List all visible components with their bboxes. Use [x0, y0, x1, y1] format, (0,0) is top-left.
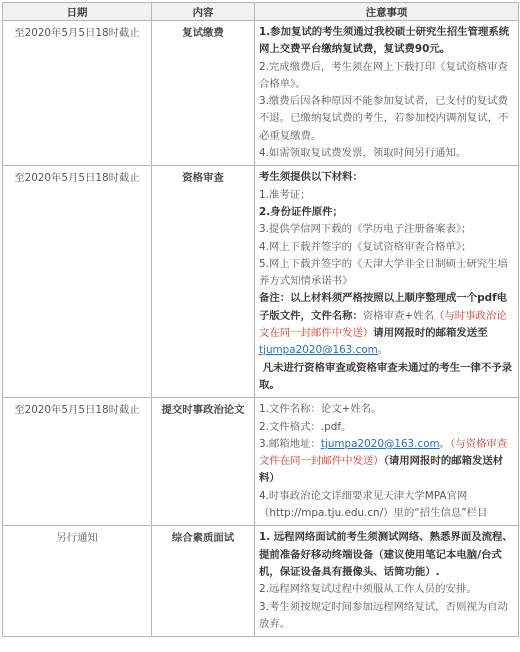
header-notes: 注意事项: [255, 3, 519, 21]
materials-remark: 备注：以上材料须严格按照以上顺序整理成一个pdf电子版文件，文件名称：资格审查+姓名（与时事政治论文在同一封邮件中发送）请用网报时的邮箱发送至tjumpa2020@163.com。: [259, 292, 507, 357]
notes-paragraph: 2.完成缴费后，考生须在网上下载打印《复试资格审查合格单》。: [259, 60, 508, 90]
row-notes: [255, 398, 519, 526]
materials-intro: 考生须提供以下材料：: [259, 171, 363, 184]
row-date: 至2020年5月5日18时截止: [3, 21, 152, 166]
row-date: 至2020年5月5日18时截止: [3, 398, 152, 526]
table-row: [3, 398, 519, 526]
notes-paragraph: 3.邮箱地址：tjumpa2020@163.com。（与资格审查文件在同一封邮件中发送）（请用网报时的邮箱发送材料）: [259, 437, 508, 485]
notes-paragraph: 2.远程网络复试过程中须服从工作人员的安排。: [259, 583, 477, 596]
notes-paragraph: 3.缴费后因各种原因不能参加复试者，已支付的复试费不退。已缴纳复试费的考生，若参加校内调剂复试，不必重复缴费。: [259, 95, 509, 142]
notes-paragraph: 4.时事政治论文详细要求见天津大学MPA官网（http://mpa.tju.edu.cn/）里的“招生信息”栏目: [259, 489, 488, 520]
notes-paragraph: 3.考生须按规定时间参加远程网络复试，否则视为自动放弃。: [259, 600, 508, 630]
table-row: [3, 21, 519, 166]
materials-item: 2.身份证件原件；: [259, 205, 343, 218]
header-content: 内容: [152, 3, 255, 21]
row-date: 另行通知: [3, 526, 152, 637]
materials-item: 4.网上下载并签字的《复试资格审查合格单》；: [259, 240, 472, 253]
email-link[interactable]: tjumpa2020@163.com: [320, 437, 440, 450]
notes-paragraph: 1. 远程网络面试前考生须测试网络、熟悉界面及流程、提前准备好移动终端设备（建议使用笔记本电脑/台式机，保证设备具有摄像头、话筒功能）.: [259, 531, 513, 578]
notes-paragraph: 1.参加复试的考生须通过我校硕士研究生招生管理系统网上交费平台缴纳复试费，复试费90元。: [259, 26, 510, 56]
row-date: 至2020年5月5日18时截止: [3, 166, 152, 398]
notes-paragraph: 4.如需领取复试费发票，领取时间另行通知。: [259, 147, 467, 160]
materials-item: 1.准考证；: [259, 188, 311, 201]
row-content: 复试缴费: [152, 21, 255, 166]
table-row: [3, 526, 519, 637]
email-link[interactable]: tjumpa2020@163.com: [259, 344, 378, 357]
table-header-row: [3, 3, 519, 21]
notes-paragraph: 1.文件名称：论文+姓名。: [259, 403, 382, 416]
row-content: 资格审查: [152, 166, 255, 398]
notes-paragraph: 2.文件格式：.pdf。: [259, 420, 352, 433]
materials-warning: 凡未进行资格审查或资格审查未通过的考生一律不予录取。: [259, 361, 512, 391]
row-content: 提交时事政治论文: [152, 398, 255, 526]
row-content: 综合素质面试: [152, 526, 255, 637]
materials-item: 3.提供学信网下载的《学历电子注册备案表》；: [259, 223, 472, 236]
header-date: 日期: [3, 3, 152, 21]
admission-notice-table: [2, 2, 519, 637]
row-notes: [255, 166, 519, 398]
materials-item: 5.网上下载并签字的《天津大学非全日制硕士研究生培养方式知情承诺书》: [259, 257, 508, 288]
row-notes: [255, 21, 519, 166]
table-row: [3, 166, 519, 398]
row-notes: [255, 526, 519, 637]
